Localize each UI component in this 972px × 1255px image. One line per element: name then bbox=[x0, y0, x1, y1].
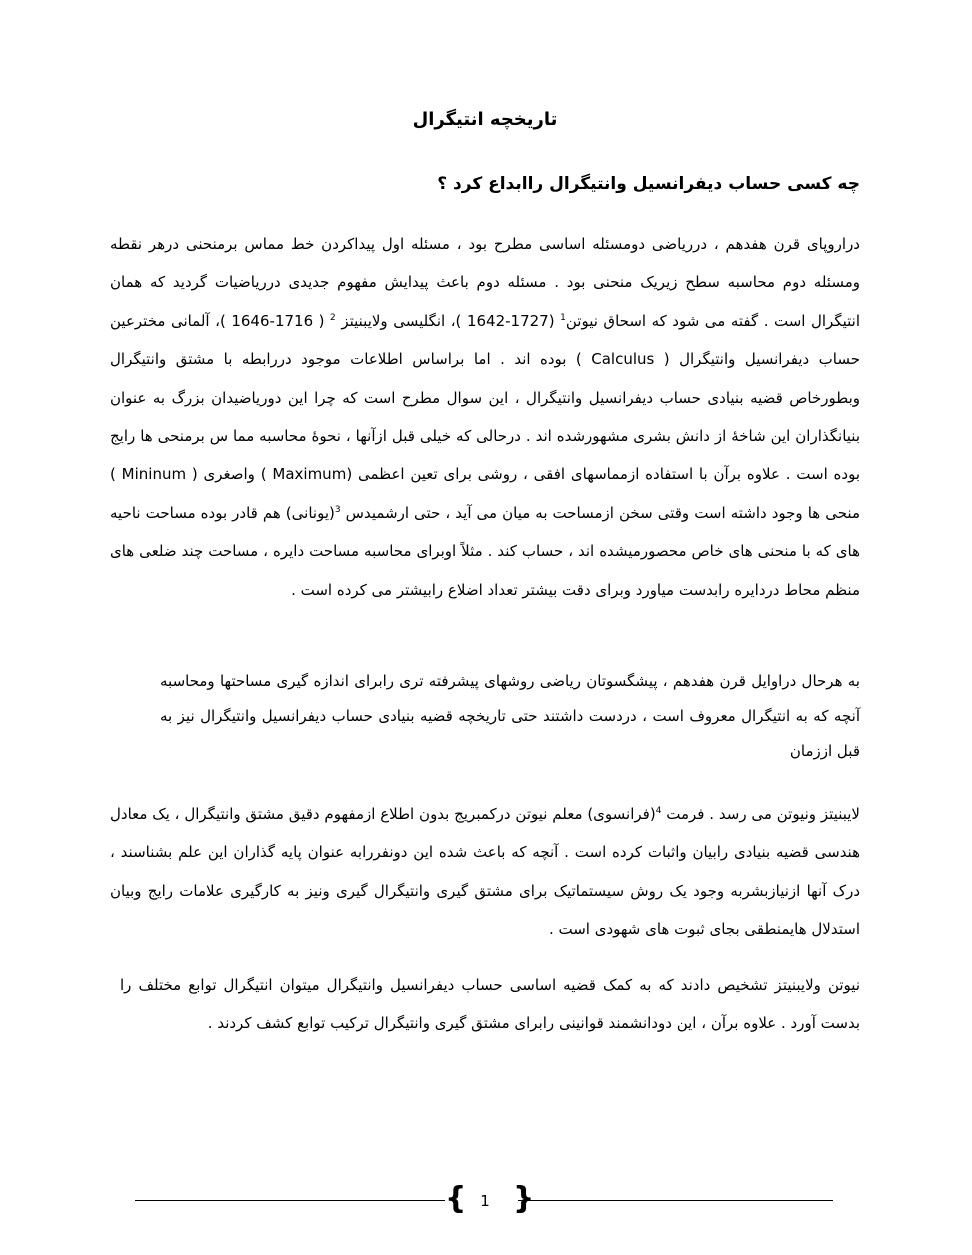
paragraph-3-text-a: لایبنیتز ونیوتن می رسد . فرمت bbox=[666, 805, 860, 823]
footer-rule-left bbox=[135, 1200, 445, 1201]
paragraph-1-text-b: (1727-1642 )، انگلیسی ولایبنیتز bbox=[341, 311, 561, 330]
paragraph-1-text-d: (یونانی) هم قادر بوده مساحت ناحیه های که با منحنی های خاص محصورمیشده اند ، حساب کند . مثلاً اوبرای محاسبه مساحت دایره ، مساحت چند ضلعی های منظم محاط دردایره رابدست میاورد وبرای دقت بیشتر تعداد اضلاع رابیشتر می کرده است . bbox=[110, 503, 860, 599]
paragraph-1-text-a: دراروپای قرن هفدهم ، درریاضی دومسئله اساسی مطرح بود ، مسئله اول پیداکردن خط مماس برمنحنی درهر نقطه ومسئله دوم محاسبه سطح زیریک منحنی بود . مسئله دوم باعث پیدایش مفهوم جدیدی درریاضیات گردید که همان انتیگرال است . گفته می شود که اسحاق نیوتن bbox=[110, 235, 860, 330]
footer-bracket-open: { bbox=[445, 1181, 467, 1216]
section-heading: چه کسی حساب دیفرانسیل وانتیگرال راابداع کرد ؟ bbox=[437, 174, 860, 194]
paragraph-2: به هرحال دراوایل قرن هفدهم ، پیشگسوتان ریاضی روشهای پیشرفته تری رابرای اندازه گیری مساحتها ومحاسبه آنچه که به انتیگرال معروف است ، دردست داشتند حتی تاریخچه قضیه بنیادی حساب دیفرانسیل وانتیگرال نیز به قبل اززمان bbox=[160, 672, 860, 760]
footer-rule-right bbox=[518, 1200, 833, 1201]
paragraph-3 bbox=[110, 795, 860, 949]
footnote-ref-2: 2 bbox=[330, 312, 336, 323]
paragraph-1-text-c: ( 1716-1646 )، آلمانی مخترعین حساب دیفرانسیل وانتیگرال ( Calculus ) بوده اند . اما براساس اطلاعات موجود دررابطه با مشتق وانتیگرال وبطورخاص قضیه بنیادی حساب دیفرانسیل وانتیگرال ، این سوال مطرح است که چرا این دوریاضیدان بزرگ به عنوان بنیانگذاران این شاخهٔ از دانش بشری مشهورشده اند . درحالی که خیلی قبل ازآنها ، نحوهٔ محاسبه مما س برمنحی ها رایج بوده است . علاوه برآن با استفاده ازمماسهای افقی ، روشی برای تعین اعظمی (Maximum ) واصغری ( Mininum ) منحی ها وجود داشته است وقتی سخن ازمساحت به میان می آید ، حتی ارشمیدس bbox=[110, 311, 861, 522]
paragraph-3-text-b: (فرانسوی) معلم نیوتن درکمبریج بدون اطلاع ازمفهوم دقیق مشتق وانتیگرال ، یک معادل هندسی قضیه بنیادی رابیان واثبات کرده است . آنچه که باعث شده این دونفررابه عنوان پایه گذاران این علم بشناسند ، درک آنها ازنیازبشربه وجود یک روش سیستماتیک برای مشتق گیری وانتیگرال گیری ونیز به کارگیری علامات رایج وبیان استدلال هایمنطقی بجای ثبوت های شهودی است . bbox=[110, 805, 860, 939]
footnote-ref-4: 4 bbox=[655, 806, 662, 816]
paragraph-4: نیوتن ولایبنیتز تشخیص دادند که به کمک قضیه اساسی حساب دیفرانسیل وانتیگرال میتوان انتیگرال توابع مختلف را بدست آورد . علاوه برآن ، این دودانشمند قوانینی رابرای مشتق گیری وانتیگرال ترکیب توابع کشف کردند . bbox=[120, 976, 860, 1033]
page-title: تاریخچه انتیگرال bbox=[412, 109, 558, 130]
paragraph-1 bbox=[110, 225, 860, 609]
footnote-ref-1: 1 bbox=[560, 312, 566, 323]
footer-bracket-close: } bbox=[513, 1181, 535, 1216]
page-footer bbox=[135, 1180, 833, 1220]
page-number: 1 bbox=[480, 1192, 490, 1210]
footnote-ref-3: 3 bbox=[334, 504, 341, 515]
